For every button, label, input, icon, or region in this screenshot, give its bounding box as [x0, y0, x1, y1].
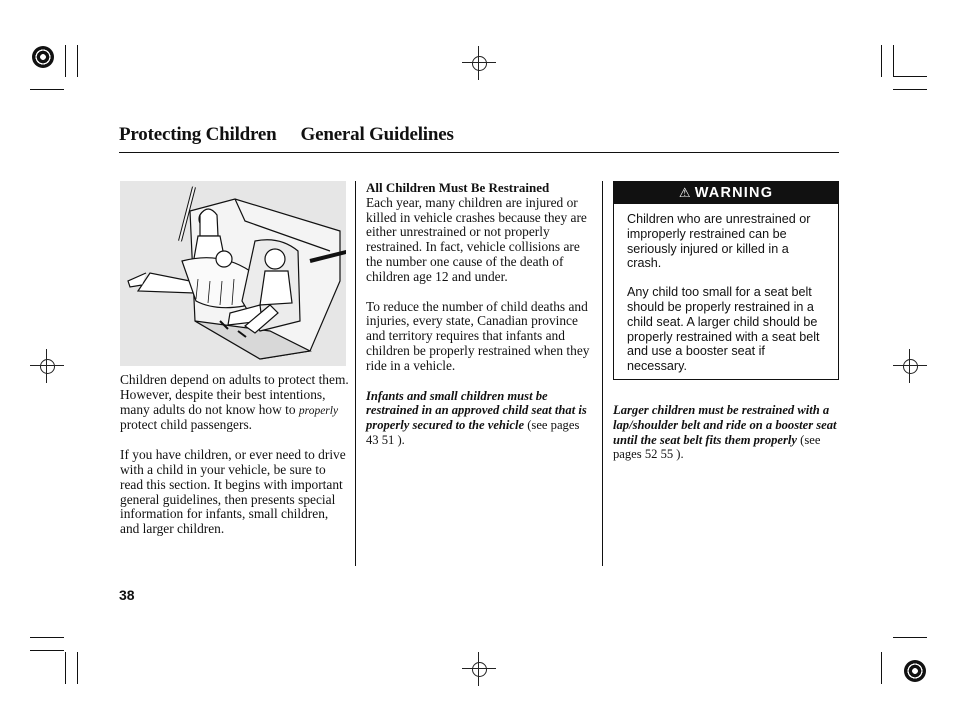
crosshair-mark: [30, 349, 64, 383]
booster-note-paragraph: [613, 403, 839, 462]
restraint-column: [366, 181, 594, 448]
crop-mark: [77, 45, 78, 77]
registration-mark-bottom-right: [904, 660, 926, 682]
crop-mark: [893, 637, 927, 638]
intro-text: Children depend on adults to protect them. However, despite their best intentions, many adults do not know how to: [120, 372, 349, 417]
page-title: [119, 124, 478, 146]
crop-mark: [65, 652, 66, 684]
registration-mark-top-left: [32, 46, 54, 68]
page-reference[interactable]: (see pages 43 51 ).: [366, 418, 580, 447]
crop-mark: [30, 650, 64, 651]
infant-seat-note: [366, 389, 594, 448]
subsection-title: General Guidelines: [300, 124, 454, 145]
warning-triangle-icon: ⚠: [678, 185, 692, 200]
crop-mark: [881, 652, 882, 684]
warning-header: [614, 182, 838, 204]
intro-paragraph-1: [120, 373, 350, 433]
intro-column: [120, 373, 350, 537]
child-seat-illustration: [120, 181, 346, 366]
crosshair-mark: [893, 349, 927, 383]
crop-mark: [65, 45, 66, 77]
page-reference[interactable]: (see pages 52 55 ).: [613, 432, 821, 462]
page-number: 38: [119, 587, 135, 603]
crop-mark: [893, 76, 927, 77]
section-title: Protecting Children: [119, 124, 277, 145]
warning-paragraph-2: Any child too small for a seat belt should be properly restrained in a child seat. A larger child should be properly restrained with a seat belt and use a booster seat if necessary.: [627, 285, 820, 374]
warning-label: WARNING: [694, 185, 774, 201]
crop-mark: [30, 89, 64, 90]
crop-mark: [77, 652, 78, 684]
restraint-paragraph-2: To reduce the number of child deaths and injuries, every state, Canadian province and territory requires that infants and children be properly restrained when they ride in a vehicle.: [366, 298, 590, 373]
emphasis-text: properly: [298, 404, 339, 417]
section-heading: All Children Must Be Restrained: [366, 180, 550, 195]
crop-mark: [893, 45, 894, 77]
illustration-drawing: [120, 181, 346, 366]
note-emphasis: Larger children must be restrained with a lap/shoulder belt and ride on a booster seat until the seat belt fits them properly: [613, 403, 837, 447]
crosshair-mark: [462, 46, 496, 80]
booster-note: [613, 403, 839, 462]
crosshair-mark: [462, 652, 496, 686]
intro-text: protect child passengers.: [120, 417, 253, 433]
restraint-paragraph-1: Each year, many children are injured or killed in vehicle crashes because they are either unrestrained or not properly restrained. In fact, vehicle collisions are the number one cause of the death of children age 12 and under.: [366, 194, 587, 284]
note-emphasis: Infants and small children must be restrained in an approved child seat that is properly secured to the vehicle: [366, 388, 587, 433]
intro-paragraph-2: If you have children, or ever need to drive with a child in your vehicle, be sure to read this section. It begins with important general guidelines, then presents special information for infants, small children, and larger children.: [120, 447, 346, 537]
crop-mark: [881, 45, 882, 77]
crop-mark: [30, 637, 64, 638]
warning-box: [613, 181, 839, 380]
warning-body: [614, 204, 838, 374]
column-divider: [602, 181, 603, 566]
warning-paragraph-1: Children who are unrestrained or improperly restrained can be seriously injured or killed in a crash.: [627, 212, 811, 271]
crop-mark: [893, 89, 927, 90]
column-divider: [355, 181, 356, 566]
header-rule: [119, 152, 839, 153]
